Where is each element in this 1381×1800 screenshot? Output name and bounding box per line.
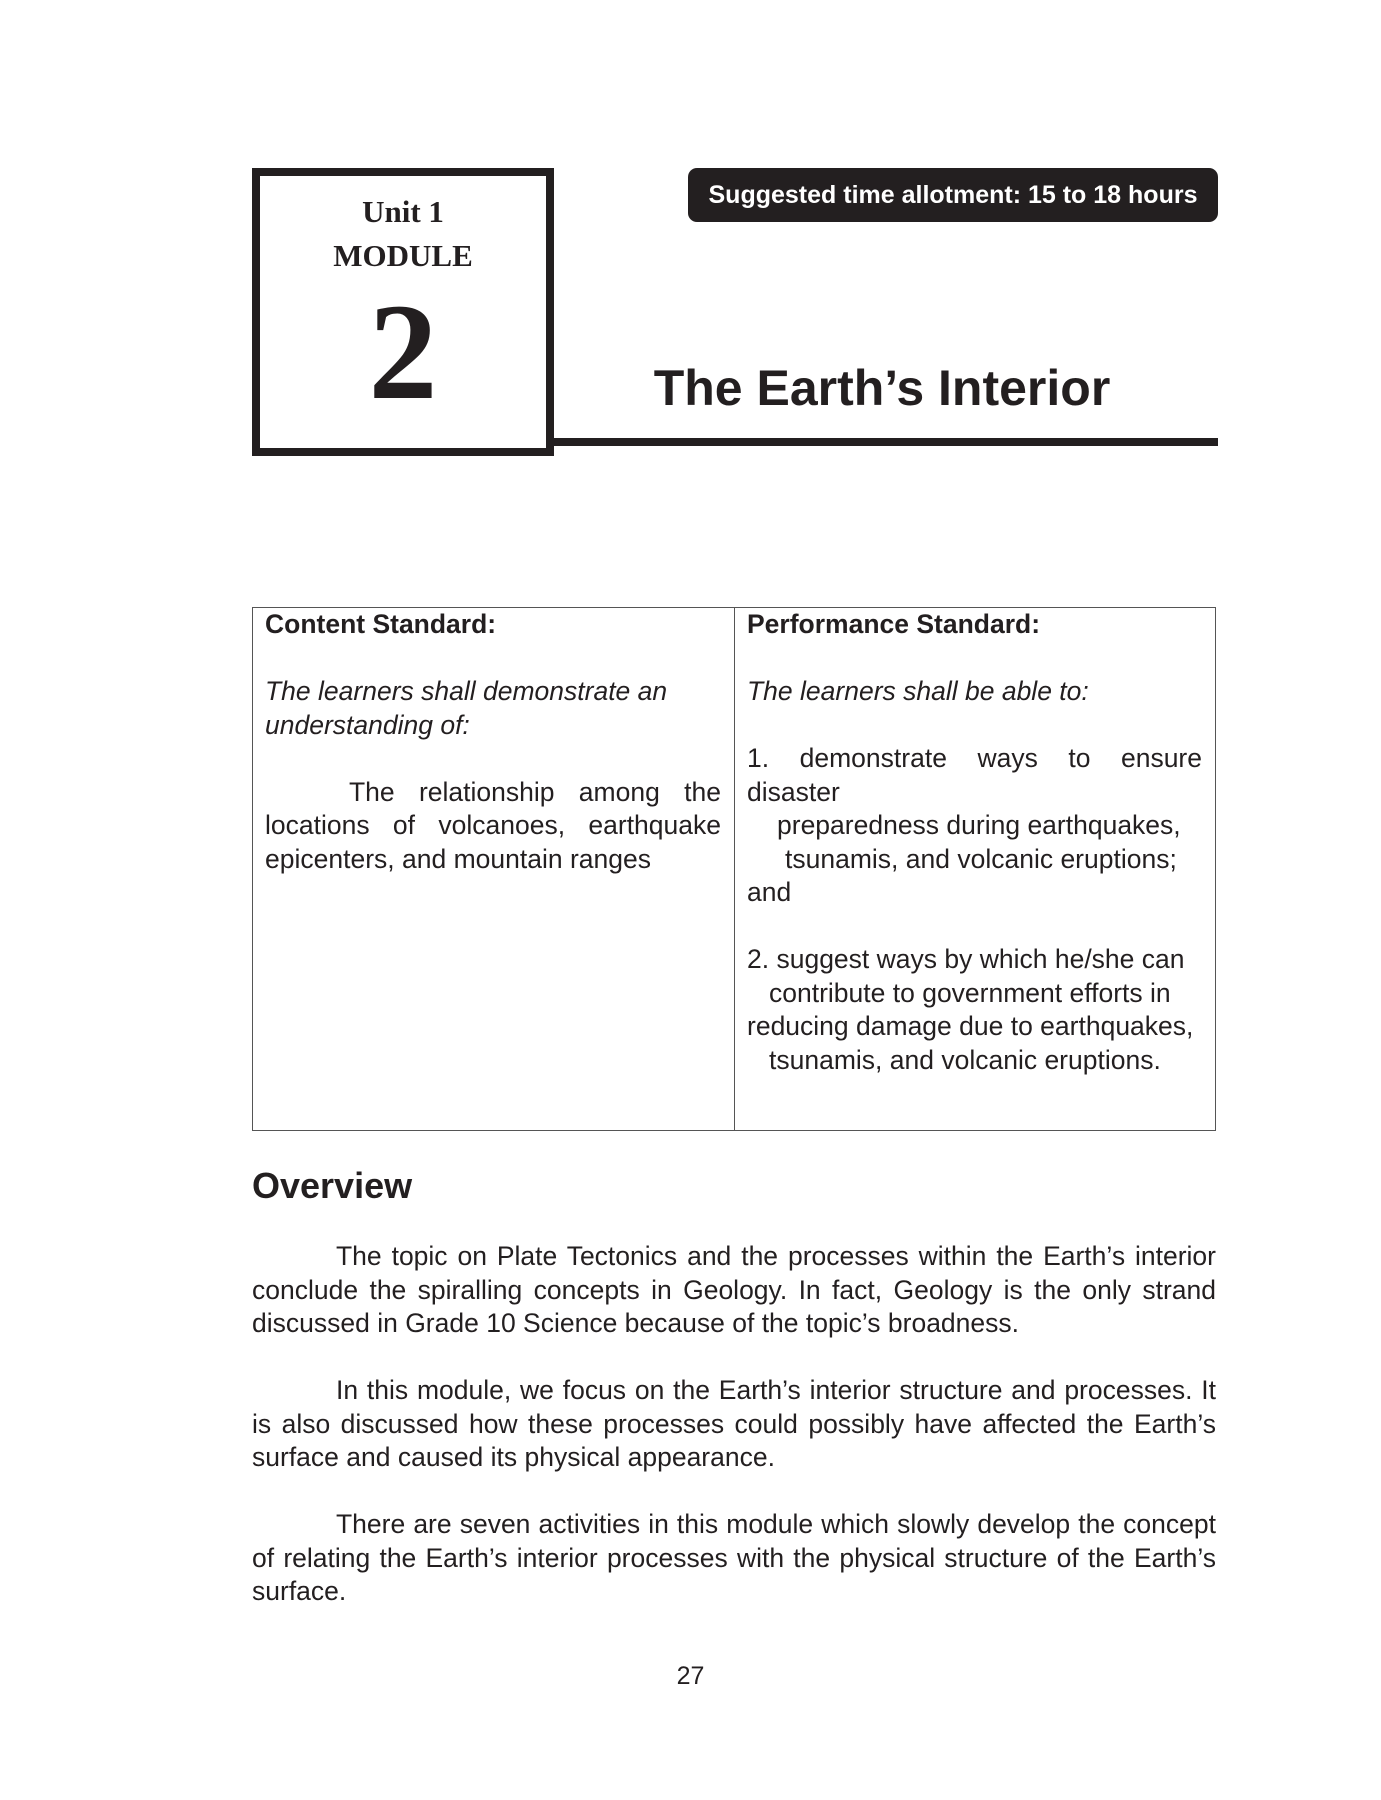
overview-body xyxy=(252,1240,1216,1642)
time-allotment-badge: Suggested time allotment: 15 to 18 hours xyxy=(688,168,1218,222)
performance-item-2-line-2: contribute to government efforts in xyxy=(769,977,1171,1008)
module-label: MODULE xyxy=(333,238,473,273)
content-standard-cell xyxy=(253,608,735,1130)
performance-item-1-line-2: preparedness during earthquakes, xyxy=(777,810,1181,840)
module-unit-label: Unit 1 xyxy=(362,194,444,229)
standards-table xyxy=(252,607,1216,1131)
module-box xyxy=(252,168,554,456)
performance-standard-heading: Performance Standard: xyxy=(747,609,1041,639)
performance-item-2-line-1: 2. suggest ways by which he/she can xyxy=(747,944,1185,974)
performance-standard-lead: The learners shall be able to: xyxy=(747,676,1089,706)
performance-item-1-line-3: tsunamis, and volcanic eruptions; xyxy=(785,843,1177,874)
overview-paragraph: The topic on Plate Tectonics and the processes within the Earth’s interior conclude the spiralling concepts in Geology. In fact, Geology is the only strand discussed in Grade 10 Science because of the topic’s broadness. xyxy=(252,1241,1216,1338)
content-standard-lead: The learners shall demonstrate an understanding of: xyxy=(265,676,668,740)
performance-standard-cell xyxy=(735,608,1215,1130)
title-underline xyxy=(546,438,1218,446)
performance-item-1-line-4: and xyxy=(747,877,792,907)
overview-paragraph: There are seven activities in this module which slowly develop the concept of relating the Earth’s interior processes with the physical structure of the Earth’s surface. xyxy=(252,1509,1216,1606)
overview-heading: Overview xyxy=(252,1165,413,1206)
module-number: 2 xyxy=(368,275,438,428)
performance-item-2-line-4: tsunamis, and volcanic eruptions. xyxy=(769,1044,1161,1075)
item-spacer xyxy=(747,910,1202,944)
page-number: 27 xyxy=(676,1662,705,1690)
overview-paragraph: In this module, we focus on the Earth’s interior structure and processes. It is also discussed how these processes could possibly have affected the Earth’s surface and caused its physical appearance. xyxy=(252,1375,1216,1472)
content-standard-heading: Content Standard: xyxy=(265,609,497,639)
page-title: The Earth’s Interior xyxy=(653,360,1111,416)
performance-item-2-line-3: reducing damage due to earthquakes, xyxy=(747,1011,1194,1041)
content-standard-body: The relationship among the locations of volcanoes, earthquake epicenters, and mountain ranges xyxy=(265,776,721,874)
performance-item-1-line-1: 1. demonstrate ways to ensure disaster xyxy=(747,743,1202,807)
